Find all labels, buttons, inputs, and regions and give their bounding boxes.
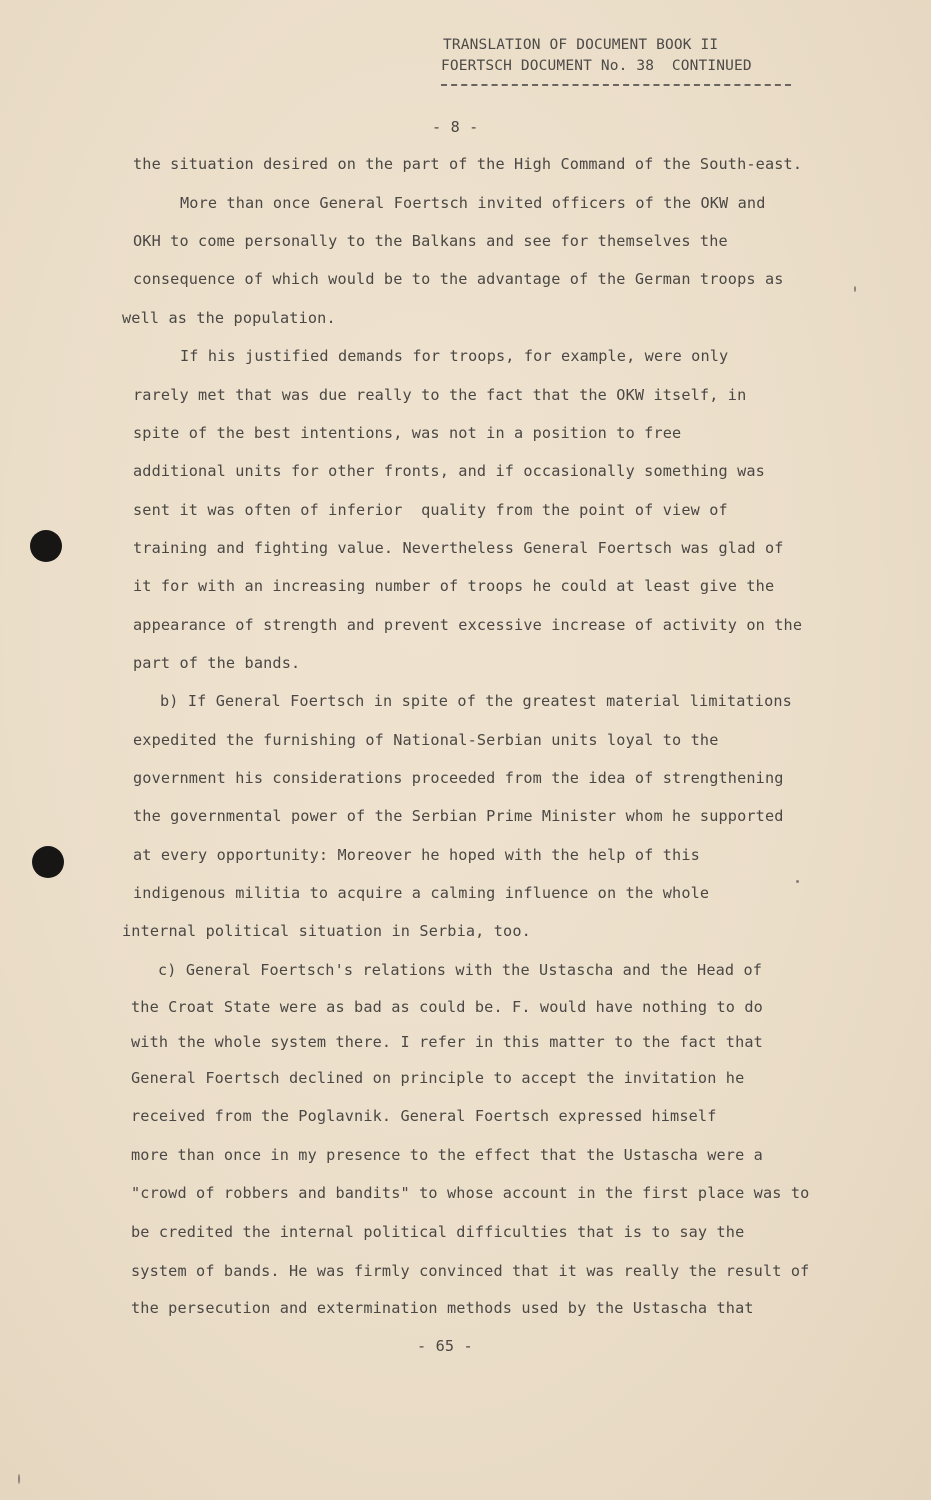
body-line: more than once in my presence to the effect that the Ustascha were a [131, 1146, 763, 1164]
body-line: be credited the internal political difficulties that is to say the [131, 1223, 745, 1241]
body-line: the situation desired on the part of the High Command of the South-east. [133, 155, 803, 173]
body-line: internal political situation in Serbia, too. [122, 922, 531, 940]
body-line: training and fighting value. Nevertheless General Foertsch was glad of [133, 539, 784, 557]
paper-speck [796, 880, 799, 883]
body-line: it for with an increasing number of troops he could at least give the [133, 577, 775, 595]
body-line: part of the bands. [133, 654, 301, 672]
punch-hole-icon [32, 846, 64, 878]
header-line-1: TRANSLATION OF DOCUMENT BOOK II [443, 37, 719, 53]
body-line: b) If General Foertsch in spite of the greatest material limitations [160, 692, 792, 710]
header-line-2: FOERTSCH DOCUMENT No. 38 CONTINUED [441, 58, 752, 74]
body-line: More than once General Foertsch invited officers of the OKW and [180, 194, 766, 212]
body-line: system of bands. He was firmly convinced that it was really the result of [131, 1262, 810, 1280]
body-line: at every opportunity: Moreover he hoped with the help of this [133, 846, 700, 864]
body-line: "crowd of robbers and bandits" to whose account in the first place was to [131, 1184, 810, 1202]
body-line: expedited the furnishing of National-Serbian units loyal to the [133, 731, 719, 749]
body-line: rarely met that was due really to the fact that the OKW itself, in [133, 386, 747, 404]
paper-speck [854, 286, 856, 292]
body-line: consequence of which would be to the advantage of the German troops as [133, 270, 784, 288]
body-line: General Foertsch declined on principle to accept the invitation he [131, 1069, 745, 1087]
page-number-top: - 8 - [432, 118, 479, 136]
paper-speck [18, 1474, 20, 1484]
body-line: OKH to come personally to the Balkans and see for themselves the [133, 232, 728, 250]
body-line: with the whole system there. I refer in this matter to the fact that [131, 1033, 763, 1051]
body-line: the governmental power of the Serbian Prime Minister whom he supported [133, 807, 784, 825]
body-line: indigenous militia to acquire a calming influence on the whole [133, 884, 710, 902]
body-line: well as the population. [122, 309, 336, 327]
body-line: additional units for other fronts, and if occasionally something was [133, 462, 765, 480]
body-line: c) General Foertsch's relations with the Ustascha and the Head of [158, 961, 763, 979]
body-line: the persecution and extermination methods used by the Ustascha that [131, 1299, 754, 1317]
body-line: received from the Poglavnik. General Foertsch expressed himself [131, 1107, 717, 1125]
body-line: sent it was often of inferior quality from the point of view of [133, 501, 728, 519]
body-line: spite of the best intentions, was not in a position to free [133, 424, 682, 442]
header-underline [441, 84, 791, 86]
punch-hole-icon [30, 530, 62, 562]
page-number-bottom: - 65 - [417, 1337, 473, 1355]
body-line: the Croat State were as bad as could be. F. would have nothing to do [131, 998, 763, 1016]
body-line: If his justified demands for troops, for example, were only [180, 347, 729, 365]
body-line: appearance of strength and prevent excessive increase of activity on the [133, 616, 803, 634]
body-line: government his considerations proceeded from the idea of strengthening [133, 769, 784, 787]
